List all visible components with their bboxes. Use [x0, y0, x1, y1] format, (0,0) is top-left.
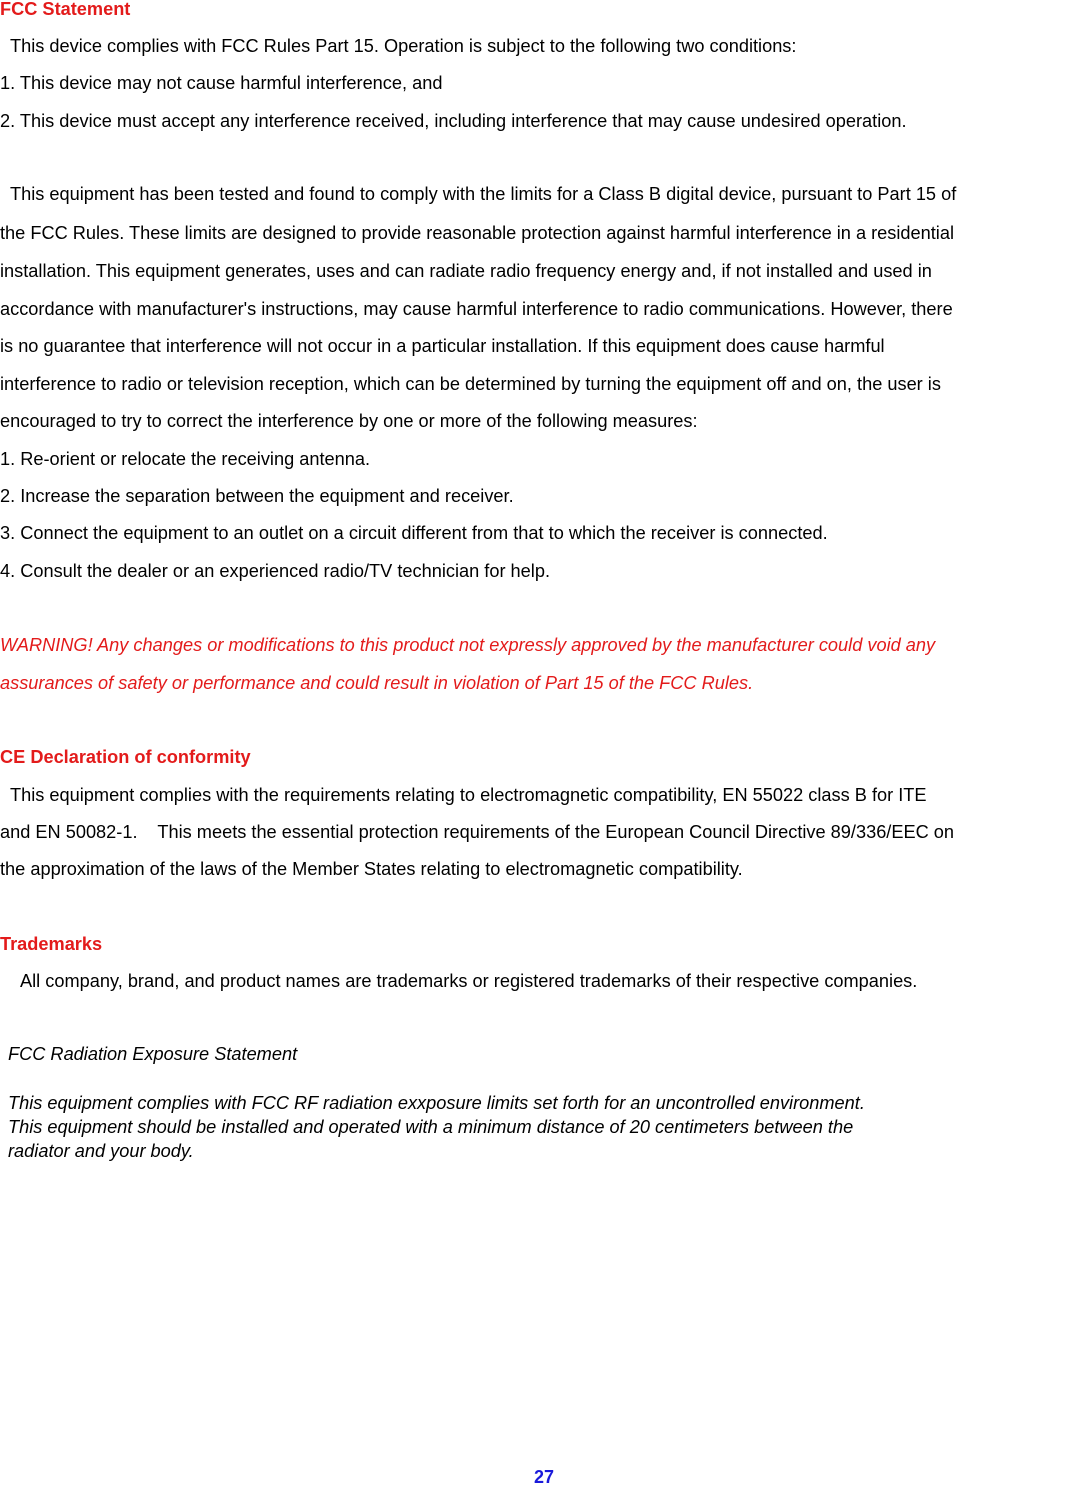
fcc-paragraph-line: interference to radio or television reception, which can be determined by turning the equipment off and on, the user is	[0, 374, 941, 394]
fcc-measure-2: 2. Increase the separation between the equipment and receiver.	[0, 486, 514, 506]
fcc-measure-1: 1. Re-orient or relocate the receiving antenna.	[0, 449, 371, 469]
radiation-line: This equipment complies with FCC RF radiation exxposure limits set forth for an uncontrolled environment.	[8, 1093, 865, 1113]
fcc-condition-2: 2. This device must accept any interference received, including interference that may cause undesired operation.	[0, 111, 907, 131]
radiation-heading: FCC Radiation Exposure Statement	[8, 1044, 298, 1064]
fcc-heading: FCC Statement	[0, 0, 131, 19]
trademarks-text: All company, brand, and product names are trademarks or registered trademarks of their respective companies.	[20, 971, 918, 991]
fcc-paragraph-line: installation. This equipment generates, uses and can radiate radio frequency energy and, if not installed and used in	[0, 261, 932, 281]
ce-line: This equipment complies with the requirements relating to electromagnetic compatibility, EN 55022 class B for ITE	[10, 785, 927, 805]
fcc-measure-3: 3. Connect the equipment to an outlet on a circuit different from that to which the receiver is connected.	[0, 523, 828, 543]
radiation-line: This equipment should be installed and operated with a minimum distance of 20 centimeters between the	[8, 1117, 854, 1137]
fcc-warning-line: WARNING! Any changes or modifications to this product not expressly approved by the manufacturer could void any	[0, 635, 936, 655]
fcc-paragraph-line: encouraged to try to correct the interference by one or more of the following measures:	[0, 411, 698, 431]
trademarks-heading: Trademarks	[0, 934, 103, 954]
page-number: 27	[533, 1467, 555, 1487]
fcc-paragraph-line: the FCC Rules. These limits are designed to provide reasonable protection against harmful interference in a residential	[0, 223, 955, 243]
fcc-paragraph-line: is no guarantee that interference will not occur in a particular installation. If this equipment does cause harmful	[0, 336, 885, 356]
fcc-intro: This device complies with FCC Rules Part 15. Operation is subject to the following two conditions:	[10, 36, 797, 56]
ce-line: the approximation of the laws of the Member States relating to electromagnetic compatibility.	[0, 859, 743, 879]
radiation-line: radiator and your body.	[8, 1141, 194, 1161]
fcc-paragraph-line: This equipment has been tested and found to comply with the limits for a Class B digital device, pursuant to Part 15 of	[10, 184, 957, 204]
fcc-paragraph-line: accordance with manufacturer's instructions, may cause harmful interference to radio communications. However, there	[0, 299, 953, 319]
ce-heading: CE Declaration of conformity	[0, 747, 251, 767]
fcc-condition-1: 1. This device may not cause harmful interference, and	[0, 73, 443, 93]
fcc-measure-4: 4. Consult the dealer or an experienced radio/TV technician for help.	[0, 561, 550, 581]
ce-line: and EN 50082-1. This meets the essential protection requirements of the European Council Directive 89/336/EEC on	[0, 822, 955, 842]
fcc-warning-line: assurances of safety or performance and could result in violation of Part 15 of the FCC Rules.	[0, 673, 754, 693]
